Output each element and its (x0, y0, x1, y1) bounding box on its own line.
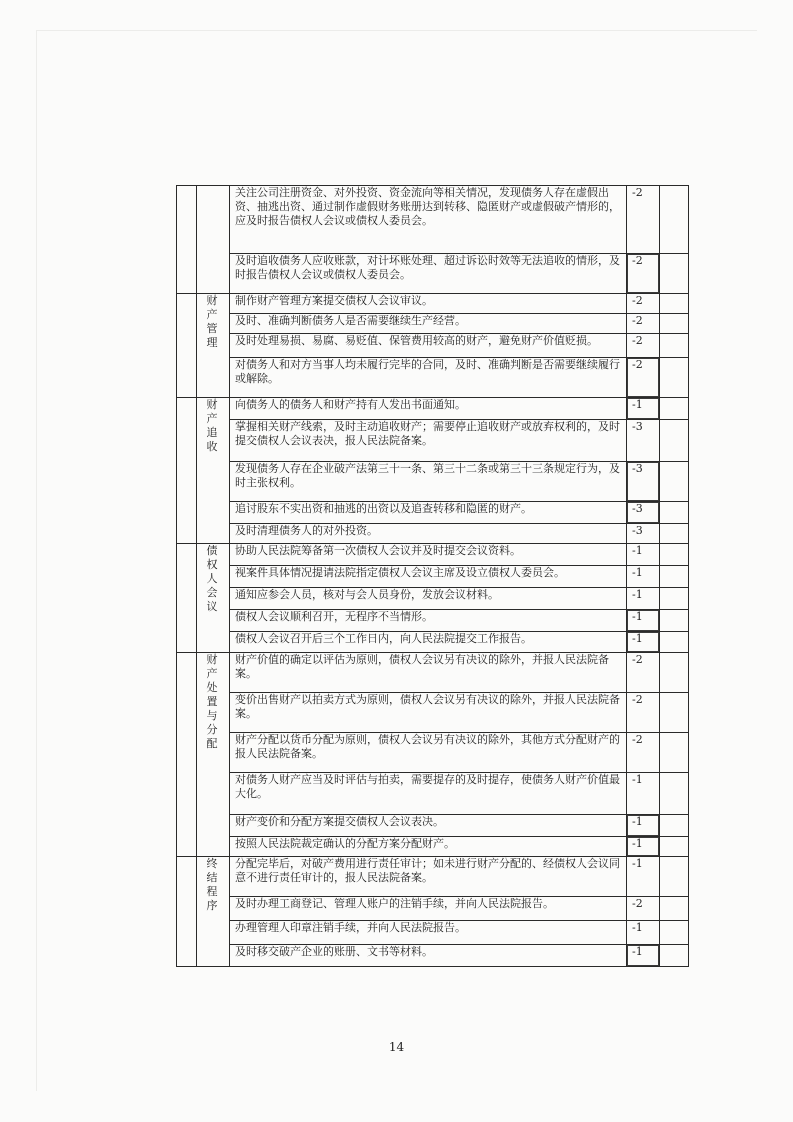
deduction-score: -2 (627, 733, 660, 773)
criteria-cell: 视案件具体情况提请法院指定债权人会议主席及设立债权人委员会。 (230, 566, 627, 588)
empty-score-cell (660, 588, 689, 610)
deduction-score: -2 (627, 254, 660, 294)
empty-score-cell (660, 921, 689, 945)
table-row (177, 186, 689, 254)
table-row (177, 254, 689, 294)
empty-score-cell (660, 733, 689, 773)
category-cell (197, 186, 230, 294)
empty-score-cell (660, 294, 689, 314)
deduction-score: -1 (627, 588, 660, 610)
table-row (177, 544, 689, 566)
deduction-score: -2 (627, 358, 660, 398)
deduction-score: -2 (627, 653, 660, 693)
deduction-score: -2 (627, 294, 660, 314)
category-cell: 终结程序 (197, 857, 230, 967)
deduction-score: -3 (627, 524, 660, 544)
deduction-score: -3 (627, 420, 660, 462)
criteria-cell: 财产分配以货币分配为原则，债权人会议另有决议的除外，其他方式分配财产的报人民法院备案。 (230, 733, 627, 773)
table-row (177, 566, 689, 588)
table-row (177, 314, 689, 334)
criteria-cell: 及时清理债务人的对外投资。 (230, 524, 627, 544)
table-row (177, 632, 689, 653)
deduction-score: -2 (627, 334, 660, 358)
deduction-score: -2 (627, 897, 660, 921)
criteria-cell: 及时处理易损、易腐、易贬值、保管费用较高的财产，避免财产价值贬损。 (230, 334, 627, 358)
empty-score-cell (660, 314, 689, 334)
criteria-cell: 变价出售财产以拍卖方式为原则，债权人会议另有决议的除外，并报人民法院备案。 (230, 693, 627, 733)
criteria-cell: 分配完毕后，对破产费用进行责任审计；如未进行财产分配的、经债权人会议同意不进行责任审计的，报人民法院备案。 (230, 857, 627, 897)
criteria-cell: 对债务人财产应当及时评估与拍卖，需要提存的及时提存，使债务人财产价值最大化。 (230, 773, 627, 815)
table-row (177, 815, 689, 837)
criteria-cell: 向债务人的债务人和财产持有人发出书面通知。 (230, 398, 627, 420)
deduction-score: -1 (627, 566, 660, 588)
criteria-cell: 财产价值的确定以评估为原则，债权人会议另有决议的除外，并报人民法院备案。 (230, 653, 627, 693)
criteria-cell: 追讨股东不实出资和抽逃的出资以及追查转移和隐匿的财产。 (230, 502, 627, 524)
empty-score-cell (660, 186, 689, 254)
empty-score-cell (660, 945, 689, 967)
table-row (177, 693, 689, 733)
deduction-score: -1 (627, 398, 660, 420)
empty-score-cell (660, 693, 689, 733)
deduction-score: -1 (627, 544, 660, 566)
table-row (177, 420, 689, 462)
table-row (177, 334, 689, 358)
deduction-score: -2 (627, 314, 660, 334)
empty-score-cell (660, 462, 689, 502)
category-cell: 财产追收 (197, 398, 230, 544)
deduction-score: -1 (627, 857, 660, 897)
empty-score-cell (660, 632, 689, 653)
table-row (177, 921, 689, 945)
criteria-cell: 债权人会议顺利召开，无程序不当情形。 (230, 610, 627, 632)
table-row (177, 837, 689, 857)
criteria-cell: 通知应参会人员，核对与会人员身份，发放会议材料。 (230, 588, 627, 610)
empty-score-cell (660, 773, 689, 815)
category-cell: 财产处置与分配 (197, 653, 230, 857)
table-row (177, 773, 689, 815)
table-row (177, 502, 689, 524)
empty-score-cell (660, 420, 689, 462)
criteria-cell: 及时办理工商登记、管理人账户的注销手续，并向人民法院报告。 (230, 897, 627, 921)
empty-score-cell (660, 857, 689, 897)
table-row (177, 462, 689, 502)
deduction-score: -1 (627, 815, 660, 837)
margin-cell (177, 544, 197, 653)
deduction-score: -1 (627, 632, 660, 653)
criteria-cell: 及时追收债务人应收账款，对计坏账处理、超过诉讼时效等无法追收的情形，及时报告债权人会议或债权人委员会。 (230, 254, 627, 294)
margin-cell (177, 186, 197, 294)
empty-score-cell (660, 524, 689, 544)
margin-cell (177, 857, 197, 967)
table-row (177, 524, 689, 544)
criteria-cell: 办理管理人印章注销手续，并向人民法院报告。 (230, 921, 627, 945)
table-row (177, 398, 689, 420)
table-row (177, 857, 689, 897)
empty-score-cell (660, 837, 689, 857)
deduction-score: -2 (627, 693, 660, 733)
criteria-cell: 对债务人和对方当事人均未履行完毕的合同，及时、准确判断是否需要继续履行或解除。 (230, 358, 627, 398)
category-cell: 债权人会议 (197, 544, 230, 653)
criteria-cell: 按照人民法院裁定确认的分配方案分配财产。 (230, 837, 627, 857)
empty-score-cell (660, 334, 689, 358)
deduction-score: -1 (627, 837, 660, 857)
criteria-cell: 协助人民法院筹备第一次债权人会议并及时提交会议资料。 (230, 544, 627, 566)
margin-cell (177, 294, 197, 398)
criteria-cell: 发现债务人存在企业破产法第三十一条、第三十二条或第三十三条规定行为，及时主张权利。 (230, 462, 627, 502)
evaluation-table-body (177, 186, 689, 967)
criteria-cell: 关注公司注册资金、对外投资、资金流向等相关情况，发现债务人存在虚假出资、抽逃出资、通过制作虚假财务账册达到转移、隐匿财产或虚假破产情形的，应及时报告债权人会议或债权人委员会。 (230, 186, 627, 254)
criteria-cell: 及时、准确判断债务人是否需要继续生产经营。 (230, 314, 627, 334)
empty-score-cell (660, 398, 689, 420)
deduction-score: -1 (627, 945, 660, 967)
criteria-cell: 债权人会议召开后三个工作日内，向人民法院提交工作报告。 (230, 632, 627, 653)
empty-score-cell (660, 897, 689, 921)
deduction-score: -2 (627, 186, 660, 254)
deduction-score: -1 (627, 610, 660, 632)
category-cell: 财产管理 (197, 294, 230, 398)
criteria-cell: 财产变价和分配方案提交债权人会议表决。 (230, 815, 627, 837)
empty-score-cell (660, 566, 689, 588)
criteria-cell: 掌握相关财产线索，及时主动追收财产；需要停止追收财产或放弃权利的，及时提交债权人会议表决，报人民法院备案。 (230, 420, 627, 462)
criteria-cell: 及时移交破产企业的账册、文书等材料。 (230, 945, 627, 967)
margin-cell (177, 653, 197, 857)
table-row (177, 653, 689, 693)
empty-score-cell (660, 610, 689, 632)
deduction-score: -1 (627, 773, 660, 815)
empty-score-cell (660, 653, 689, 693)
deduction-score: -3 (627, 502, 660, 524)
page-number: 14 (388, 1040, 405, 1054)
empty-score-cell (660, 544, 689, 566)
criteria-cell: 制作财产管理方案提交债权人会议审议。 (230, 294, 627, 314)
table-row (177, 610, 689, 632)
empty-score-cell (660, 815, 689, 837)
table-row (177, 358, 689, 398)
margin-cell (177, 398, 197, 544)
table-row (177, 733, 689, 773)
table-row (177, 294, 689, 314)
evaluation-table (176, 185, 689, 967)
empty-score-cell (660, 254, 689, 294)
table-row (177, 897, 689, 921)
empty-score-cell (660, 358, 689, 398)
deduction-score: -3 (627, 462, 660, 502)
table-row (177, 945, 689, 967)
empty-score-cell (660, 502, 689, 524)
table-row (177, 588, 689, 610)
deduction-score: -1 (627, 921, 660, 945)
